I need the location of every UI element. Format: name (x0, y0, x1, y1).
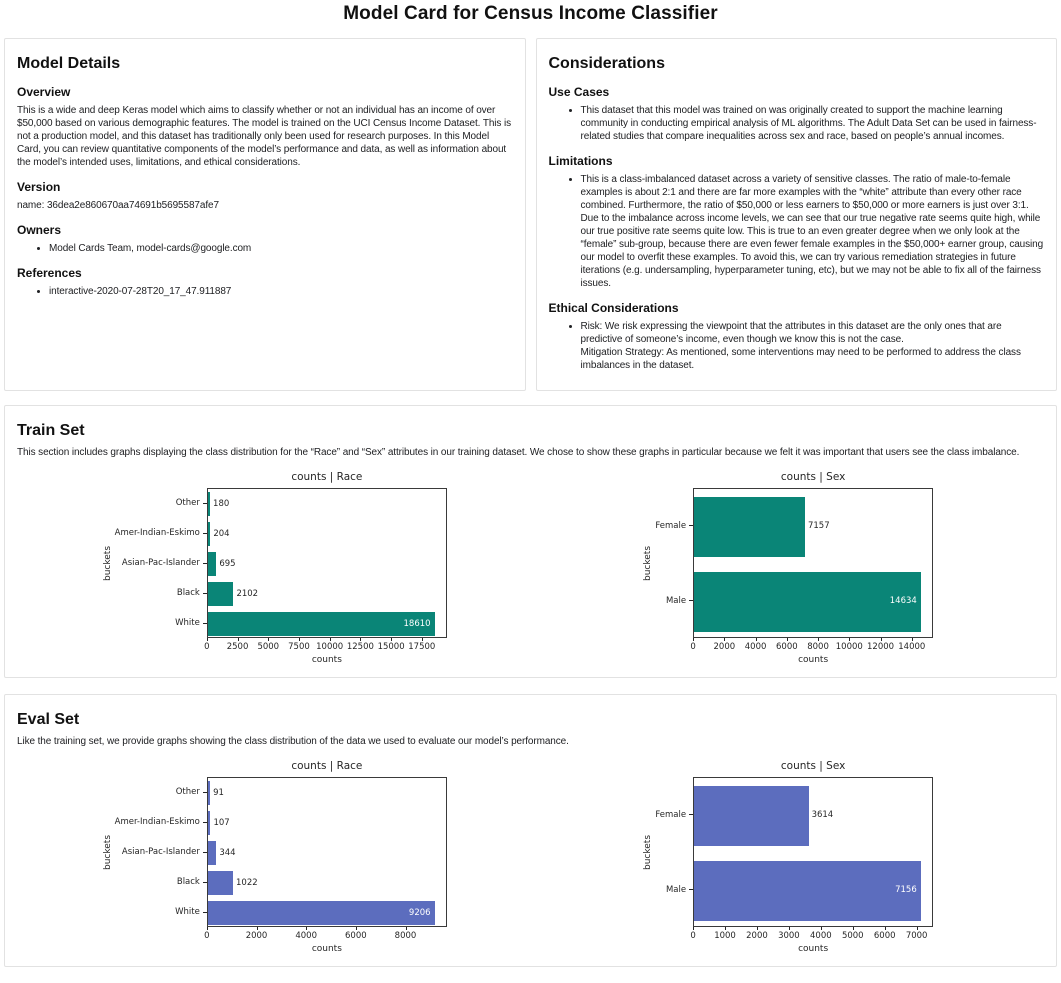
x-tick-label: 7500 (288, 642, 310, 652)
chart-plot-area (693, 488, 933, 638)
category-label (115, 518, 207, 548)
owner-item: • Model Cards Team, model-cards@google.com (49, 242, 513, 255)
chart-x-axis (690, 638, 933, 654)
considerations-card (536, 38, 1058, 391)
x-tick-mark (306, 927, 307, 930)
use-case-item: • This dataset that this model was trained on was originally created to support the machine learning community in conducting empirical analysis of ML algorithms. The Adult Data Set can be used in fairness-related studies that compare inequalities across sex and race, based on people’s annual incomes. (581, 104, 1045, 143)
chart-xlabel: counts (798, 655, 829, 665)
x-tick-label: 10000 (835, 642, 863, 652)
bar-value-label: 7156 (895, 885, 917, 895)
x-tick-mark (725, 927, 726, 930)
considerations-title: Considerations (548, 55, 665, 72)
bar (694, 572, 921, 632)
x-tick-mark (789, 927, 790, 930)
category-label (115, 548, 207, 578)
category-label-text: White (175, 907, 200, 917)
bar-value-label: 18610 (403, 619, 431, 629)
x-tick-label: 0 (690, 642, 696, 652)
x-tick-label: 15000 (377, 642, 405, 652)
chart-x-axis (204, 927, 447, 943)
x-tick-label: 3000 (778, 931, 800, 941)
bar (208, 552, 216, 576)
x-tick-mark (330, 638, 331, 641)
chart-title: counts | Sex (780, 471, 846, 483)
chart-title: counts | Race (291, 760, 363, 772)
category-label-text: Female (655, 809, 687, 820)
x-tick-mark (356, 927, 357, 930)
model-details-card (4, 38, 526, 391)
bar-value-label: 107 (213, 818, 230, 828)
chart-x-axis (690, 927, 933, 943)
chart-xlabel: counts (311, 944, 342, 954)
category-label-text: Female (655, 520, 687, 531)
x-tick-mark (821, 927, 822, 930)
x-tick-label: 5000 (257, 642, 280, 652)
version-heading: Version (17, 180, 61, 194)
x-tick-label: 12500 (346, 642, 374, 652)
category-label-text: Asian-Pac-Islander (121, 558, 200, 568)
category-label-text: Amer-Indian-Eskimo (114, 528, 200, 538)
x-tick-mark (724, 638, 725, 641)
bar (208, 582, 234, 606)
x-tick-label: 10000 (316, 642, 344, 652)
eval-sex-chart (641, 760, 933, 954)
bar (208, 811, 211, 835)
chart-category-axis (655, 777, 693, 927)
model-details-title: Model Details (17, 55, 121, 72)
x-tick-label: 2500 (226, 642, 249, 652)
category-label (655, 563, 693, 638)
category-label (115, 488, 207, 518)
category-label (115, 867, 207, 897)
reference-item: • interactive-2020-07-28T20_17_47.911887 (49, 285, 513, 298)
x-tick-mark (693, 638, 694, 641)
x-tick-mark (268, 638, 269, 641)
bar-value-label: 344 (219, 848, 236, 858)
chart-category-axis (655, 488, 693, 638)
x-tick-mark (853, 927, 854, 930)
x-tick-label: 8000 (807, 642, 829, 652)
category-label (115, 777, 207, 807)
train-set-description: This section includes graphs displaying the class distribution for the “Race” and “Sex” attributes in our training dataset. We chose to show these graphs in particular because we felt it was important that users see the class imbalance. (17, 447, 1020, 458)
page-title: Model Card for Census Income Classifier (343, 3, 718, 24)
x-tick-mark (207, 927, 208, 930)
chart-category-axis (115, 488, 207, 638)
chart-ylabel: buckets (102, 834, 113, 870)
chart-category-axis (115, 777, 207, 927)
x-tick-label: 14000 (898, 642, 926, 652)
chart-ylabel: buckets (643, 545, 654, 581)
x-tick-label: 17500 (408, 642, 436, 652)
category-label-text: White (175, 618, 200, 628)
category-label-text: Other (175, 787, 200, 797)
chart-title: counts | Sex (780, 760, 846, 772)
bar (208, 871, 233, 895)
eval-sex-chart-area (531, 760, 1045, 954)
bar-value-label: 7157 (807, 521, 830, 531)
bar (208, 522, 210, 546)
limitation-item: • This is a class-imbalanced dataset across a variety of sensitive classes. The ratio of male-to-female examples is about 2:1 and there are far more examples with the “white” attribute than every other race combined. Furthermore, the ratio of $50,000 or less earners to $50,000 or more earners is just over 3:1. Due to the imbalance across income levels, we can see that our true negative rate seems quite high, while our true positive rate seems quite low. This is true to an even greater degree when we only look at the “female” sub-group, because there are even fewer female examples in the $50,000+ earner group, causing our model to overfit these examples. To avoid this, we can try various remediation strategies in future iterations (e.g. undersampling, hyperparameter tuning, etc), but we may not be able to fix all of the fairness issues. (581, 173, 1045, 290)
bar (208, 612, 435, 636)
train-race-chart-area (17, 471, 531, 665)
eval-race-chart-area (17, 760, 531, 954)
chart-plot-area (207, 488, 447, 638)
x-tick-label: 6000 (776, 642, 798, 652)
bar (208, 492, 210, 516)
bar (694, 861, 921, 921)
overview-text: This is a wide and deep Keras model which aims to classify whether or not an individual has an income of over $50,000 based on various demographic features. The model is trained on the UCI Census Income Dataset. This is not a production model, and this dataset has traditionally only been used for research purposes. In this Model Card, you can review quantitative components of the model’s performance and data, as well as information about the model’s intended uses, limitations, and ethical considerations. (17, 105, 512, 168)
x-tick-mark (257, 927, 258, 930)
x-tick-label: 6000 (873, 931, 896, 941)
x-tick-label: 8000 (394, 931, 417, 941)
category-label-text: Male (665, 884, 687, 895)
owners-heading: Owners (17, 223, 62, 237)
bar-value-label: 180 (213, 499, 230, 509)
x-tick-mark (238, 638, 239, 641)
eval-chart-row (17, 760, 1044, 954)
category-label (115, 807, 207, 837)
x-tick-mark (406, 927, 407, 930)
x-tick-label: 4000 (744, 642, 767, 652)
chart-x-axis (204, 638, 447, 654)
train-sex-chart-area (531, 471, 1045, 665)
x-tick-mark (756, 638, 757, 641)
category-label (115, 608, 207, 638)
category-label (115, 837, 207, 867)
chart-xlabel: counts (311, 655, 342, 665)
train-set-title: Train Set (17, 422, 85, 439)
category-label (655, 488, 693, 563)
train-race-chart (101, 471, 447, 665)
chart-xlabel: counts (798, 944, 829, 954)
x-tick-mark (757, 927, 758, 930)
references-list (17, 285, 513, 298)
chart-title: counts | Race (291, 471, 363, 483)
x-tick-label: 2000 (713, 642, 736, 652)
x-tick-label: 0 (204, 642, 210, 652)
x-tick-mark (787, 638, 788, 641)
limitations-heading: Limitations (548, 154, 613, 168)
x-tick-label: 0 (204, 931, 210, 941)
x-tick-mark (885, 927, 886, 930)
bar-value-label: 695 (219, 559, 236, 569)
references-heading: References (17, 266, 82, 280)
category-label (115, 897, 207, 927)
x-tick-label: 2000 (245, 931, 268, 941)
x-tick-mark (391, 638, 392, 641)
category-label-text: Other (175, 498, 200, 508)
chart-ylabel: buckets (102, 545, 113, 581)
train-chart-row (17, 471, 1044, 665)
bar-value-label: 204 (213, 529, 230, 539)
chart-plot-area (693, 777, 933, 927)
ethical-risk-text: Risk: We risk expressing the viewpoint that the attributes in this dataset are the only ones that are predictive of someone’s income, even though we know this is not the case. (580, 321, 1002, 345)
use-cases-list (549, 104, 1045, 143)
train-set-card (4, 405, 1057, 678)
ethical-item (581, 320, 1045, 372)
x-tick-mark (849, 638, 850, 641)
eval-set-description: Like the training set, we provide graphs showing the class distribution of the data we used to evaluate our model’s performance. (17, 736, 569, 747)
x-tick-label: 5000 (841, 931, 864, 941)
category-label-text: Black (176, 877, 200, 887)
chart-ylabel: buckets (643, 834, 654, 870)
bar-value-label: 2102 (236, 589, 259, 599)
ethical-list (549, 320, 1045, 372)
version-text: name: 36dea2e860670aa74691b5695587afe7 (17, 200, 219, 211)
eval-set-title: Eval Set (17, 711, 80, 728)
category-label-text: Asian-Pac-Islander (121, 847, 200, 857)
bar (208, 781, 210, 805)
bar (694, 786, 808, 846)
bar-value-label: 91 (213, 788, 224, 798)
x-tick-label: 1000 (714, 931, 736, 941)
x-tick-mark (360, 638, 361, 641)
bar (208, 841, 216, 865)
bar (208, 901, 435, 925)
chart-plot-area (207, 777, 447, 927)
eval-race-chart (101, 760, 447, 954)
x-tick-mark (818, 638, 819, 641)
x-tick-label: 7000 (905, 931, 928, 941)
ethical-heading: Ethical Considerations (548, 301, 679, 315)
train-sex-chart (641, 471, 933, 665)
x-tick-mark (917, 927, 918, 930)
x-tick-label: 4000 (295, 931, 317, 941)
x-tick-mark (912, 638, 913, 641)
x-tick-label: 6000 (345, 931, 367, 941)
x-tick-mark (207, 638, 208, 641)
x-tick-mark (881, 638, 882, 641)
bar (694, 497, 805, 557)
use-cases-heading: Use Cases (548, 85, 610, 99)
bar-value-label: 1022 (236, 878, 258, 888)
category-label (655, 777, 693, 852)
x-tick-label: 2000 (746, 931, 768, 941)
category-label-text: Male (665, 595, 687, 606)
category-label (655, 852, 693, 927)
x-tick-mark (422, 638, 423, 641)
x-tick-label: 12000 (867, 642, 895, 652)
bar-value-label: 9206 (408, 908, 431, 918)
category-label-text: Amer-Indian-Eskimo (114, 817, 200, 827)
owners-list (17, 242, 513, 255)
bar-value-label: 3614 (811, 810, 834, 820)
category-label-text: Black (176, 588, 200, 598)
x-tick-label: 4000 (810, 931, 832, 941)
x-tick-mark (693, 927, 694, 930)
x-tick-label: 0 (690, 931, 696, 941)
category-label (115, 578, 207, 608)
bar-value-label: 14634 (889, 596, 917, 606)
limitations-list (549, 173, 1045, 290)
top-cards-row (4, 38, 1057, 391)
eval-set-card (4, 694, 1057, 967)
x-tick-mark (299, 638, 300, 641)
ethical-mitigation-text: Mitigation Strategy: As mentioned, some interventions may need to be performed to address the class imbalances in the dataset. (580, 347, 1021, 371)
overview-heading: Overview (17, 85, 71, 99)
